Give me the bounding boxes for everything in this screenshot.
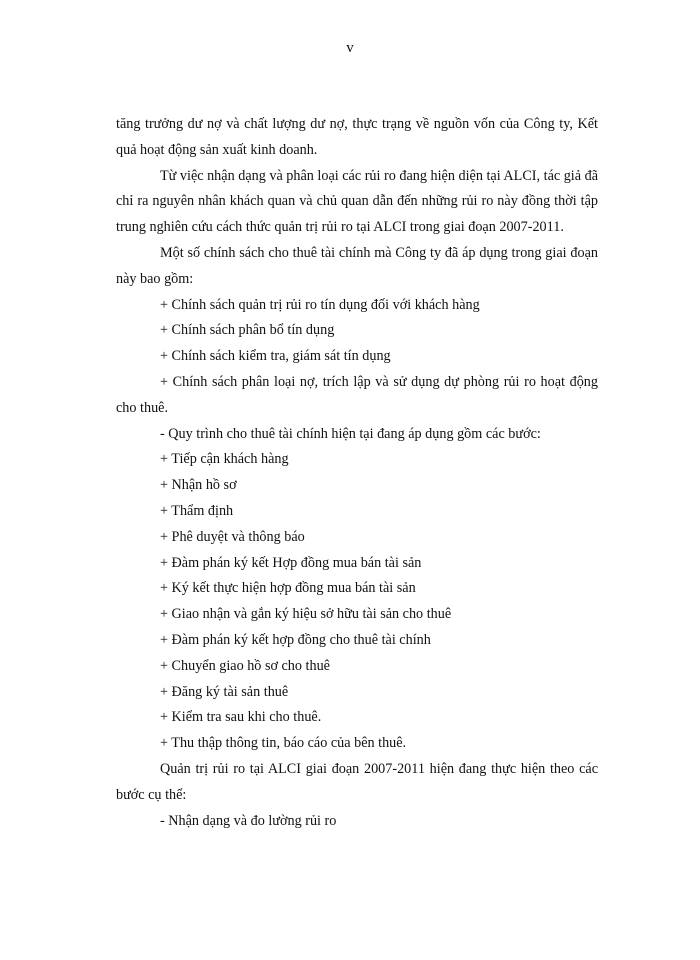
process-step: + Nhận hồ sơ xyxy=(160,477,237,494)
process-step: + Thẩm định xyxy=(160,502,234,519)
process-step: + Giao nhận và gắn ký hiệu sở hữu tài sản cho thuê xyxy=(160,606,452,623)
process-step: + Ký kết thực hiện hợp đồng mua bán tài sản xyxy=(160,580,416,597)
process-step: + Phê duyệt và thông báo xyxy=(160,528,305,545)
paragraph-risk-identification: Từ việc nhận dạng và phân loại các rủi ro đang hiện diện tại ALCI, tác giả đã chỉ ra nguyên nhân khách quan và chủ quan dẫn đến những rủi ro này đồng thời tập trung nghiên cứu cách thức quản trị rủi ro tại ALCI trong giai đoạn 2007-2011. xyxy=(116,167,598,236)
policy-item: + Chính sách phân bổ tín dụng xyxy=(160,322,335,339)
process-step: + Tiếp cận khách hàng xyxy=(160,451,289,468)
process-step: + Kiểm tra sau khi cho thuê. xyxy=(160,709,322,726)
policy-item: + Chính sách quản trị rủi ro tín dụng đối với khách hàng xyxy=(160,296,480,313)
paragraph-growth: tăng trưởng dư nợ và chất lượng dư nợ, thực trạng về nguồn vốn của Công ty, Kết quả hoạt động sản xuất kinh doanh. xyxy=(116,116,598,158)
page-number: v xyxy=(346,40,354,56)
paragraph-policies-intro: Một số chính sách cho thuê tài chính mà Công ty đã áp dụng trong giai đoạn này bao gồm: xyxy=(116,244,598,287)
process-step: + Đàm phán ký kết hợp đồng cho thuê tài chính xyxy=(160,631,431,648)
policy-item: + Chính sách kiểm tra, giám sát tín dụng xyxy=(160,348,391,365)
process-step: + Thu thập thông tin, báo cáo của bên thuê. xyxy=(160,735,407,752)
paragraph-risk-management: Quản trị rủi ro tại ALCI giai đoạn 2007-2011 hiện đang thực hiện theo các bước cụ thể: xyxy=(116,760,598,803)
document-body xyxy=(116,112,598,834)
process-step: + Chuyển giao hồ sơ cho thuê xyxy=(160,657,330,674)
risk-step: - Nhận dạng và đo lường rủi ro xyxy=(160,812,337,829)
process-intro: - Quy trình cho thuê tài chính hiện tại đang áp dụng gồm các bước: xyxy=(160,425,541,442)
policy-item: + Chính sách phân loại nợ, trích lập và sử dụng dự phòng rủi ro hoạt động cho thuê. xyxy=(116,373,598,416)
process-step: + Đăng ký tài sản thuê xyxy=(160,683,289,700)
process-step: + Đàm phán ký kết Hợp đồng mua bán tài sản xyxy=(160,554,422,571)
